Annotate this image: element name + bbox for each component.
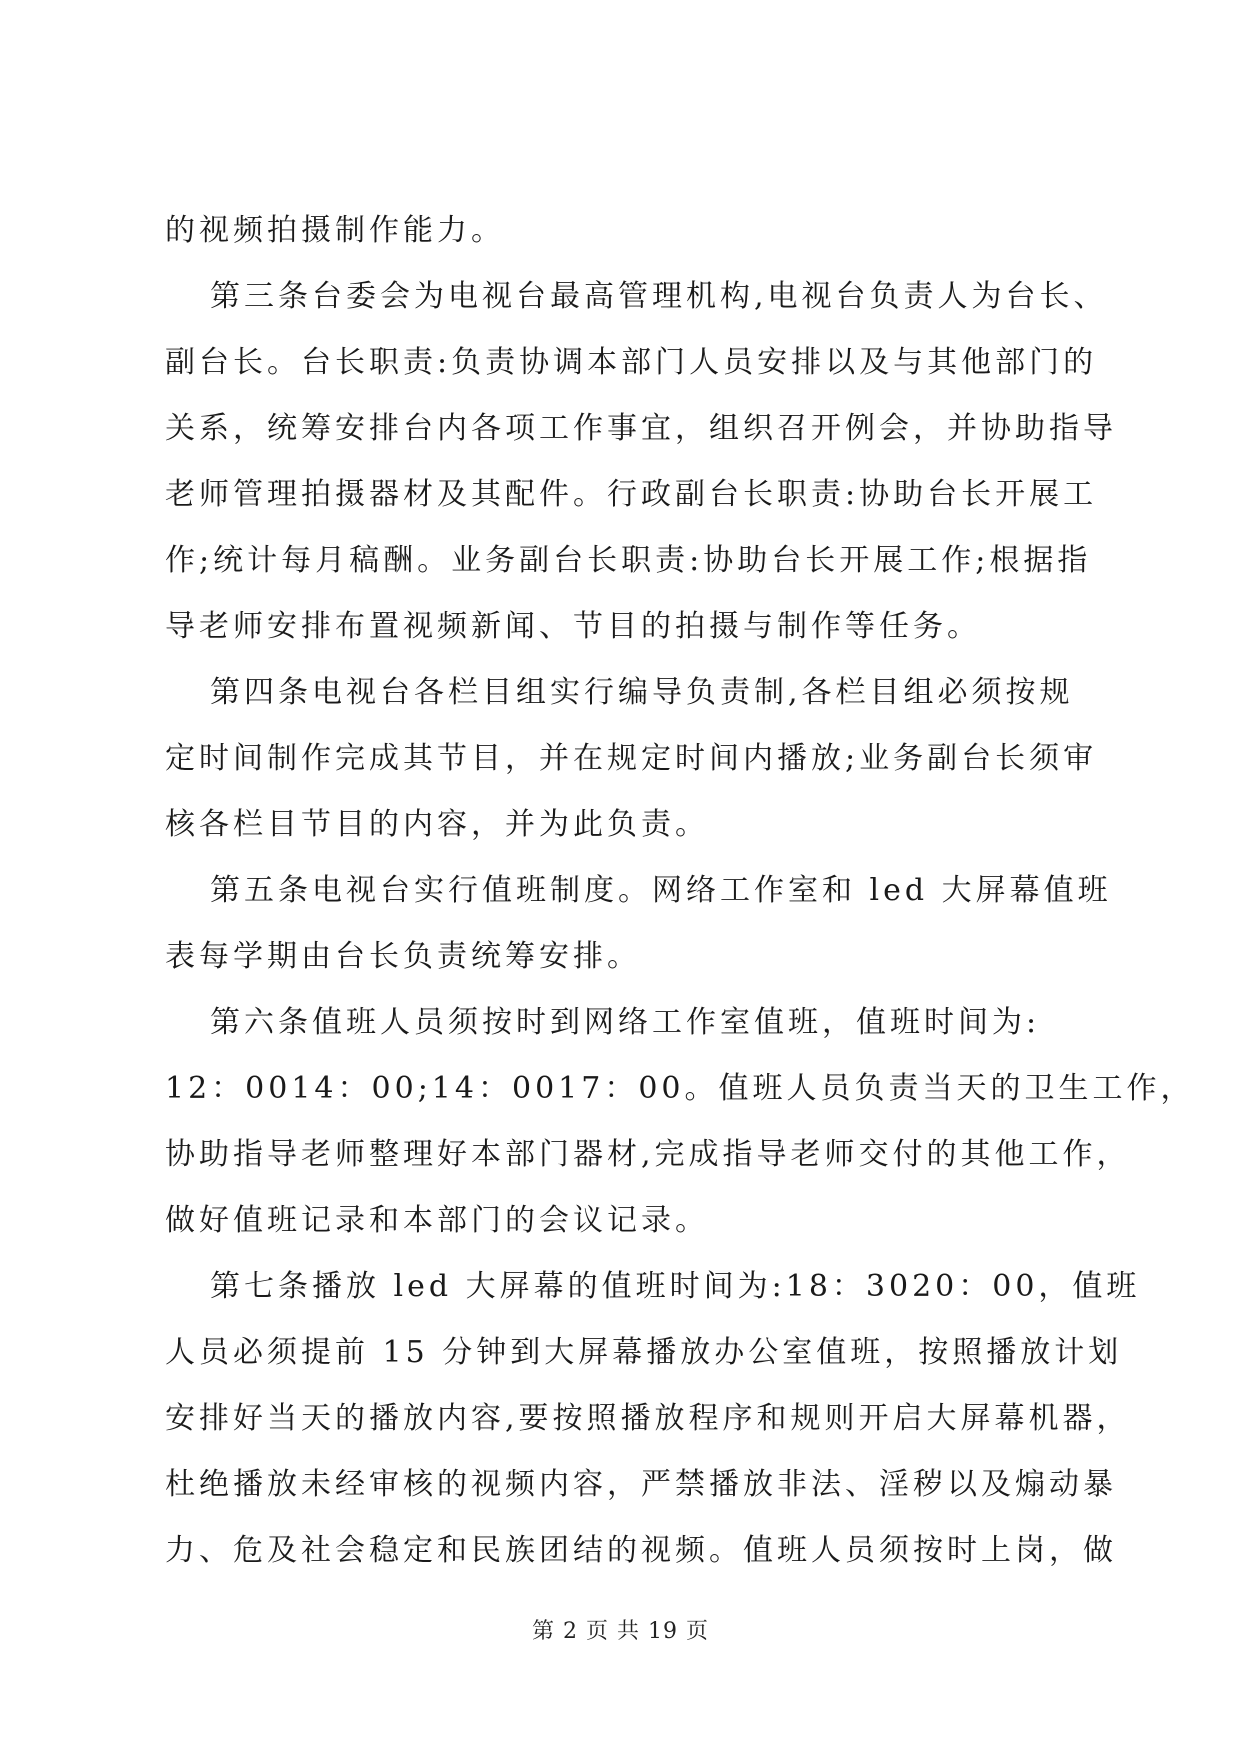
text-line: 第七条播放 led 大屏幕的值班时间为:18：3020：00，值班 [210, 1269, 1141, 1304]
page-number-footer: 第 2 页 共 19 页 [532, 1619, 709, 1644]
text-line: 第三条台委会为电视台最高管理机构,电视台负责人为台长、 [210, 279, 1108, 314]
text-line: 力、危及社会稳定和民族团结的视频。值班人员须按时上岗，做 [165, 1533, 1117, 1568]
text-line: 定时间制作完成其节目，并在规定时间内播放;业务副台长须审 [165, 741, 1098, 776]
text-line: 协助指导老师整理好本部门器材,完成指导老师交付的其他工作， [165, 1137, 1131, 1172]
text-line: 杜绝播放未经审核的视频内容，严禁播放非法、淫秽以及煽动暴 [165, 1467, 1117, 1502]
text-line: 第五条电视台实行值班制度。网络工作室和 led 大屏幕值班 [210, 873, 1112, 908]
text-line: 人员必须提前 15 分钟到大屏幕播放办公室值班，按照播放计划 [165, 1335, 1123, 1370]
text-line: 导老师安排布置视频新闻、节目的拍摄与制作等任务。 [165, 609, 981, 644]
text-line: 第四条电视台各栏目组实行编导负责制,各栏目组必须按规 [210, 675, 1074, 710]
text-line: 关系，统筹安排台内各项工作事宜，组织召开例会，并协助指导 [165, 411, 1117, 446]
text-line: 老师管理拍摄器材及其配件。行政副台长职责:协助台长开展工 [165, 477, 1098, 512]
text-line: 12：0014：00;14：0017：00。值班人员负责当天的卫生工作， [165, 1071, 1195, 1106]
text-line: 做好值班记录和本部门的会议记录。 [165, 1203, 709, 1238]
text-line: 作;统计每月稿酬。业务副台长职责:协助台长开展工作;根据指 [165, 543, 1092, 578]
text-line: 副台长。台长职责:负责协调本部门人员安排以及与其他部门的 [165, 345, 1098, 380]
text-line: 第六条值班人员须按时到网络工作室值班，值班时间为: [210, 1005, 1041, 1040]
text-line: 的视频拍摄制作能力。 [165, 213, 505, 248]
text-line: 核各栏目节目的内容，并为此负责。 [165, 807, 709, 842]
text-line: 表每学期由台长负责统筹安排。 [165, 939, 641, 974]
text-line: 安排好当天的播放内容,要按照播放程序和规则开启大屏幕机器， [165, 1401, 1131, 1436]
